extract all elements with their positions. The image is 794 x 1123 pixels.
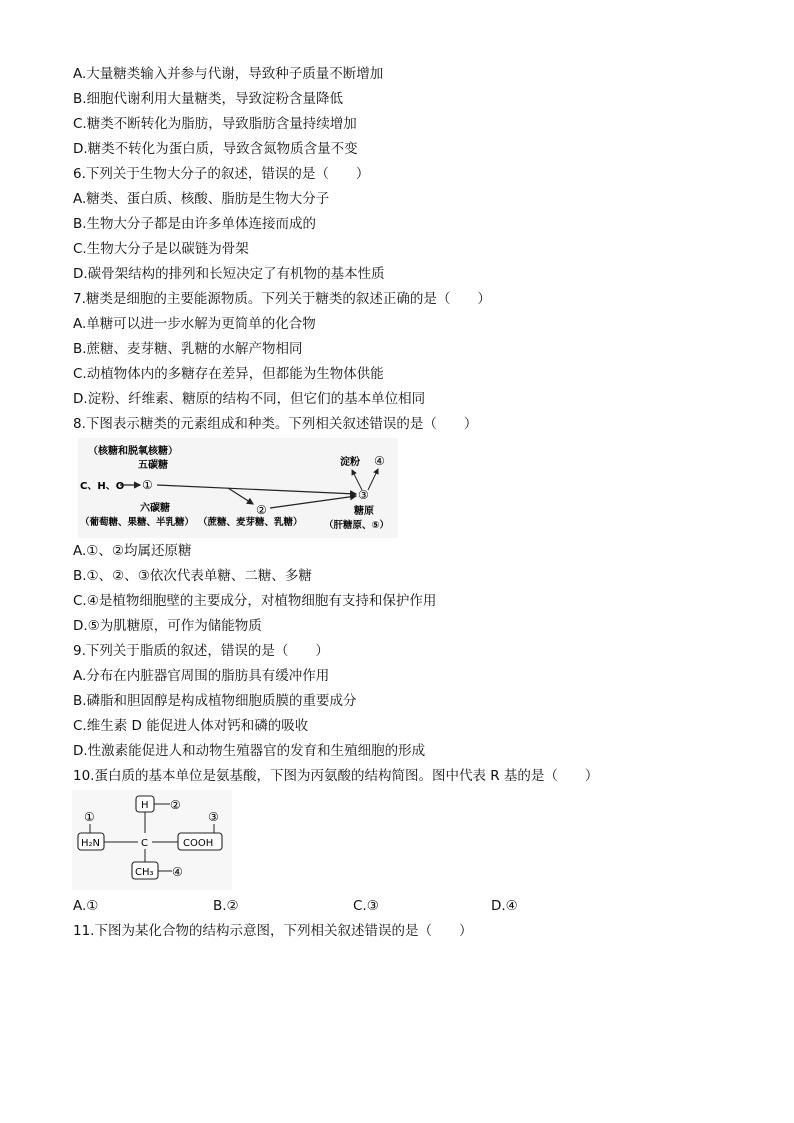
fig8-glycogen-label: 糖原 [354,506,374,517]
fig8-pentose-label: 五碳糖 [138,460,168,471]
fig8-elements: C、H、O [80,481,125,492]
q6-option-d: D.碳骨架结构的排列和长短决定了有机物的基本性质 [73,266,385,282]
fig8-hexose-examples: （葡萄糖、果糖、半乳糖） [80,517,195,528]
fig8-top-note: （核糖和脱氧核糖） [88,446,178,457]
fig8-marker-3: ③ [358,488,369,502]
fig10-marker-2: ② [170,798,181,812]
q5-option-d: D.糖类不转化为蛋白质，导致含氮物质含量不变 [73,141,358,157]
fig8-marker-2: ② [256,503,267,517]
q8-option-b: B.①、②、③依次代表单糖、二糖、多糖 [73,568,312,584]
fig10-h2n: H₂N [81,838,101,849]
fig10-c: C [141,838,148,849]
q9-option-b: B.磷脂和胆固醇是构成植物细胞质膜的重要成分 [73,693,357,709]
q8-option-d: D.⑤为肌糖原，可作为储能物质 [73,618,262,634]
q10-option-b: B.② [213,898,239,914]
q7-option-b: B.蔗糖、麦芽糖、乳糖的水解产物相同 [73,341,303,357]
q6-option-a: A.糖类、蛋白质、核酸、脂肪是生物大分子 [73,191,330,207]
q7-option-c: C.动植物体内的多糖存在差异，但都能为生物体供能 [73,366,384,382]
fig10-marker-3: ③ [208,810,219,824]
q9-option-c: C.维生素 D 能促进人体对钙和磷的吸收 [73,718,309,734]
q8-stem: 8.下图表示糖类的元素组成和种类。下列相关叙述错误的是（ ） [73,416,478,432]
q7-stem: 7.糖类是细胞的主要能源物质。下列关于糖类的叙述正确的是（ ） [73,291,491,307]
sugar-classification-figure [78,438,398,538]
q11-stem: 11.下图为某化合物的结构示意图，下列相关叙述错误的是（ ） [73,923,473,939]
q5-option-a: A.大量糖类输入并参与代谢，导致种子质量不断增加 [73,66,384,82]
q5-option-c: C.糖类不断转化为脂肪，导致脂肪含量持续增加 [73,116,357,132]
fig10-cooh: COOH [183,838,214,849]
fig8-marker-1: ① [142,478,153,492]
q8-option-a: A.①、②均属还原糖 [73,543,192,559]
q7-option-d: D.淀粉、纤维素、糖原的结构不同，但它们的基本单位相同 [73,391,426,407]
q8-option-c: C.④是植物细胞壁的主要成分，对植物细胞有支持和保护作用 [73,593,437,609]
q10-option-c: C.③ [353,898,379,914]
fig8-marker-4: ④ [374,454,385,468]
q6-stem: 6.下列关于生物大分子的叙述，错误的是（ ） [73,166,370,182]
fig8-starch-label: 淀粉 [340,457,360,468]
fig8-glycogen-types: （肝糖原、⑤） [324,520,390,531]
q6-option-c: C.生物大分子是以碳链为骨架 [73,241,249,257]
alanine-structure-figure [72,790,232,890]
fig10-marker-1: ① [84,810,95,824]
q7-option-a: A.单糖可以进一步水解为更简单的化合物 [73,316,316,332]
q10-option-d: D.④ [491,898,518,914]
q10-stem: 10.蛋白质的基本单位是氨基酸，下图为丙氨酸的结构简图。图中代表 R 基的是（ ） [73,768,599,784]
q9-option-d: D.性激素能促进人和动物生殖器官的发育和生殖细胞的形成 [73,743,426,759]
fig8-hexose-label: 六碳糖 [140,503,170,514]
fig10-marker-4: ④ [172,865,183,879]
fig10-h: H [141,800,149,811]
q5-option-b: B.细胞代谢利用大量糖类，导致淀粉含量降低 [73,91,344,107]
q10-option-a: A.① [73,898,99,914]
q6-option-b: B.生物大分子都是由许多单体连接而成的 [73,216,317,232]
q9-option-a: A.分布在内脏器官周围的脂肪具有缓冲作用 [73,668,330,684]
fig10-ch3: CH₃ [135,867,154,878]
q9-stem: 9.下列关于脂质的叙述，错误的是（ ） [73,643,329,659]
fig8-disaccharide-examples: （蔗糖、麦芽糖、乳糖） [198,517,303,528]
